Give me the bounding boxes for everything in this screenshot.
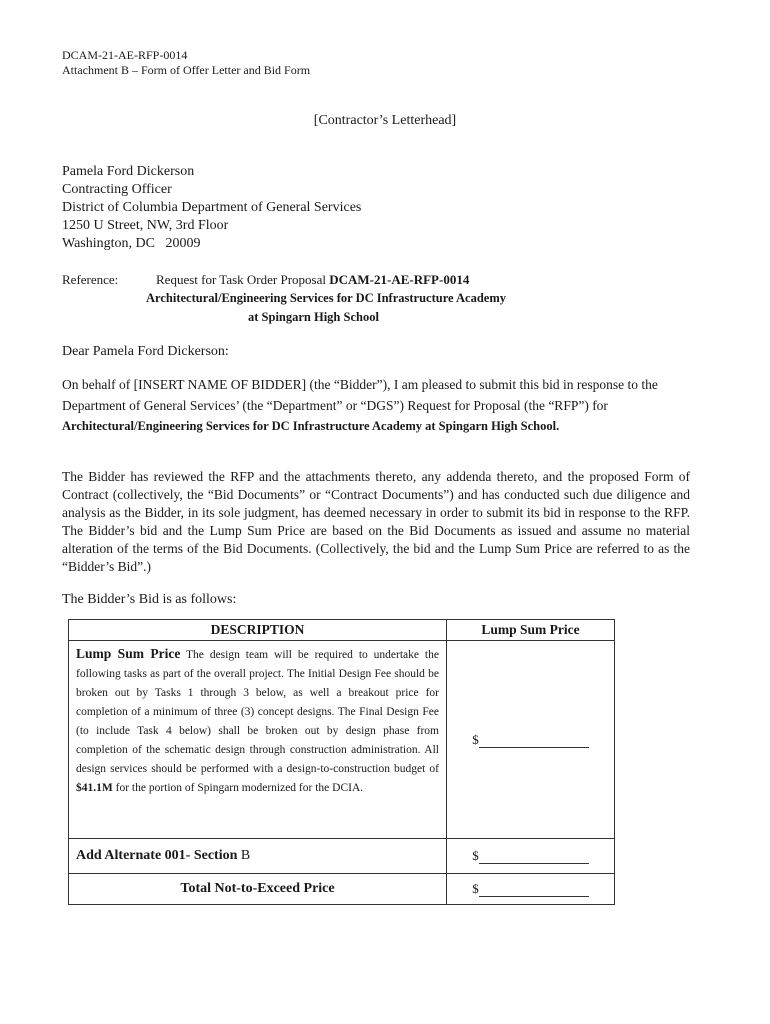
reference-text: Request for Task Order Proposal [156, 272, 330, 287]
reference-rfp-number: DCAM-21-AE-RFP-0014 [329, 272, 470, 287]
recipient-org: District of Columbia Department of General Services [62, 200, 362, 215]
row3-price-blank[interactable] [479, 884, 589, 897]
row2-dollar: $ [472, 848, 479, 863]
col-header-price: Lump Sum Price [447, 620, 615, 641]
recipient-title: Contracting Officer [62, 182, 172, 197]
paragraph-2: The Bidder has reviewed the RFP and the attachments thereto, any addenda thereto, and the proposed Form of Contract (collectively, the “Bid Documents” or “Contract Documents”) and has conducted such due diligence and analysis as the Bidder, in its sole judgment, has deemed necessary in order to submit its bid in response to the RFP. The Bidder’s bid and the Lump Sum Price are based on the Bid Documents as issued and assume no material alteration of the terms of the Bid Documents. (Collectively, the bid and the Lump Sum Price are referred to as the “Bidder’s Bid”.) [62, 469, 690, 574]
attachment-title: Attachment B – Form of Offer Letter and Bid Form [62, 63, 311, 77]
salutation: Dear Pamela Ford Dickerson: [62, 344, 229, 359]
row2-label-text: Add Alternate 001- Section [76, 848, 238, 863]
recipient-address [62, 163, 361, 253]
letterhead-placeholder: [Contractor’s Letterhead] [313, 113, 457, 128]
row1-price-field[interactable] [447, 641, 615, 839]
row1-budget: $41.1M [76, 782, 113, 794]
row1-description [69, 641, 447, 839]
row1-dollar: $ [472, 731, 479, 747]
row1-lead: Lump Sum Price [76, 646, 181, 661]
paragraph-1 [62, 375, 668, 437]
reference-line-3: at Spingarn High School [248, 310, 379, 324]
recipient-street: 1250 U Street, NW, 3rd Floor [62, 218, 229, 233]
paragraph-3: The Bidder’s Bid is as follows: [62, 592, 237, 607]
row1-text: The design team will be required to undertake the following tasks as part of the overall project. The Initial Design Fee should be broken out by Tasks 1 through 3 below, as well a breakout price for completion of a minimum of three (3) concept designs. The Final Design Fee (to include Task 4 below) shall be broken out by design phase from completion of the schematic design through construction administration. All design services should be performed with a design-to-construction budget of [76, 649, 439, 775]
table-row [69, 641, 615, 839]
bid-table [68, 619, 615, 905]
paragraph-1-bold: Architectural/Engineering Services for DC Infrastructure Academy at Spingarn High School. [62, 419, 560, 433]
table-row [69, 874, 615, 905]
reference-label: Reference: [62, 272, 119, 287]
paragraph-1-text: On behalf of [INSERT NAME OF BIDDER] (the “Bidder”), I am pleased to submit this bid in response to the Department of General Services’ (the “Department” or “DGS”) Request for Proposal (the “RFP”) for [62, 377, 658, 413]
row2-price-blank[interactable] [479, 851, 589, 864]
row1-price-blank[interactable] [479, 735, 589, 748]
recipient-name: Pamela Ford Dickerson [62, 164, 195, 179]
row2-price-field[interactable] [447, 839, 615, 874]
reference-block [62, 270, 702, 327]
row3-label: Total Not-to-Exceed Price [69, 874, 447, 905]
bid-table-header [69, 620, 615, 641]
row3-price-field[interactable] [447, 874, 615, 905]
document-header [62, 48, 310, 78]
row2-label-tail: B [237, 848, 251, 863]
row2-label [69, 839, 447, 874]
row1-tail: for the portion of Spingarn modernized for the DCIA. [112, 782, 364, 794]
table-row [69, 839, 615, 874]
reference-line-2: Architectural/Engineering Services for DC Infrastructure Academy [146, 291, 507, 305]
row3-dollar: $ [472, 881, 479, 896]
recipient-city: Washington, DC 20009 [62, 236, 201, 251]
document-id: DCAM-21-AE-RFP-0014 [62, 48, 188, 62]
col-header-description: DESCRIPTION [69, 620, 447, 641]
